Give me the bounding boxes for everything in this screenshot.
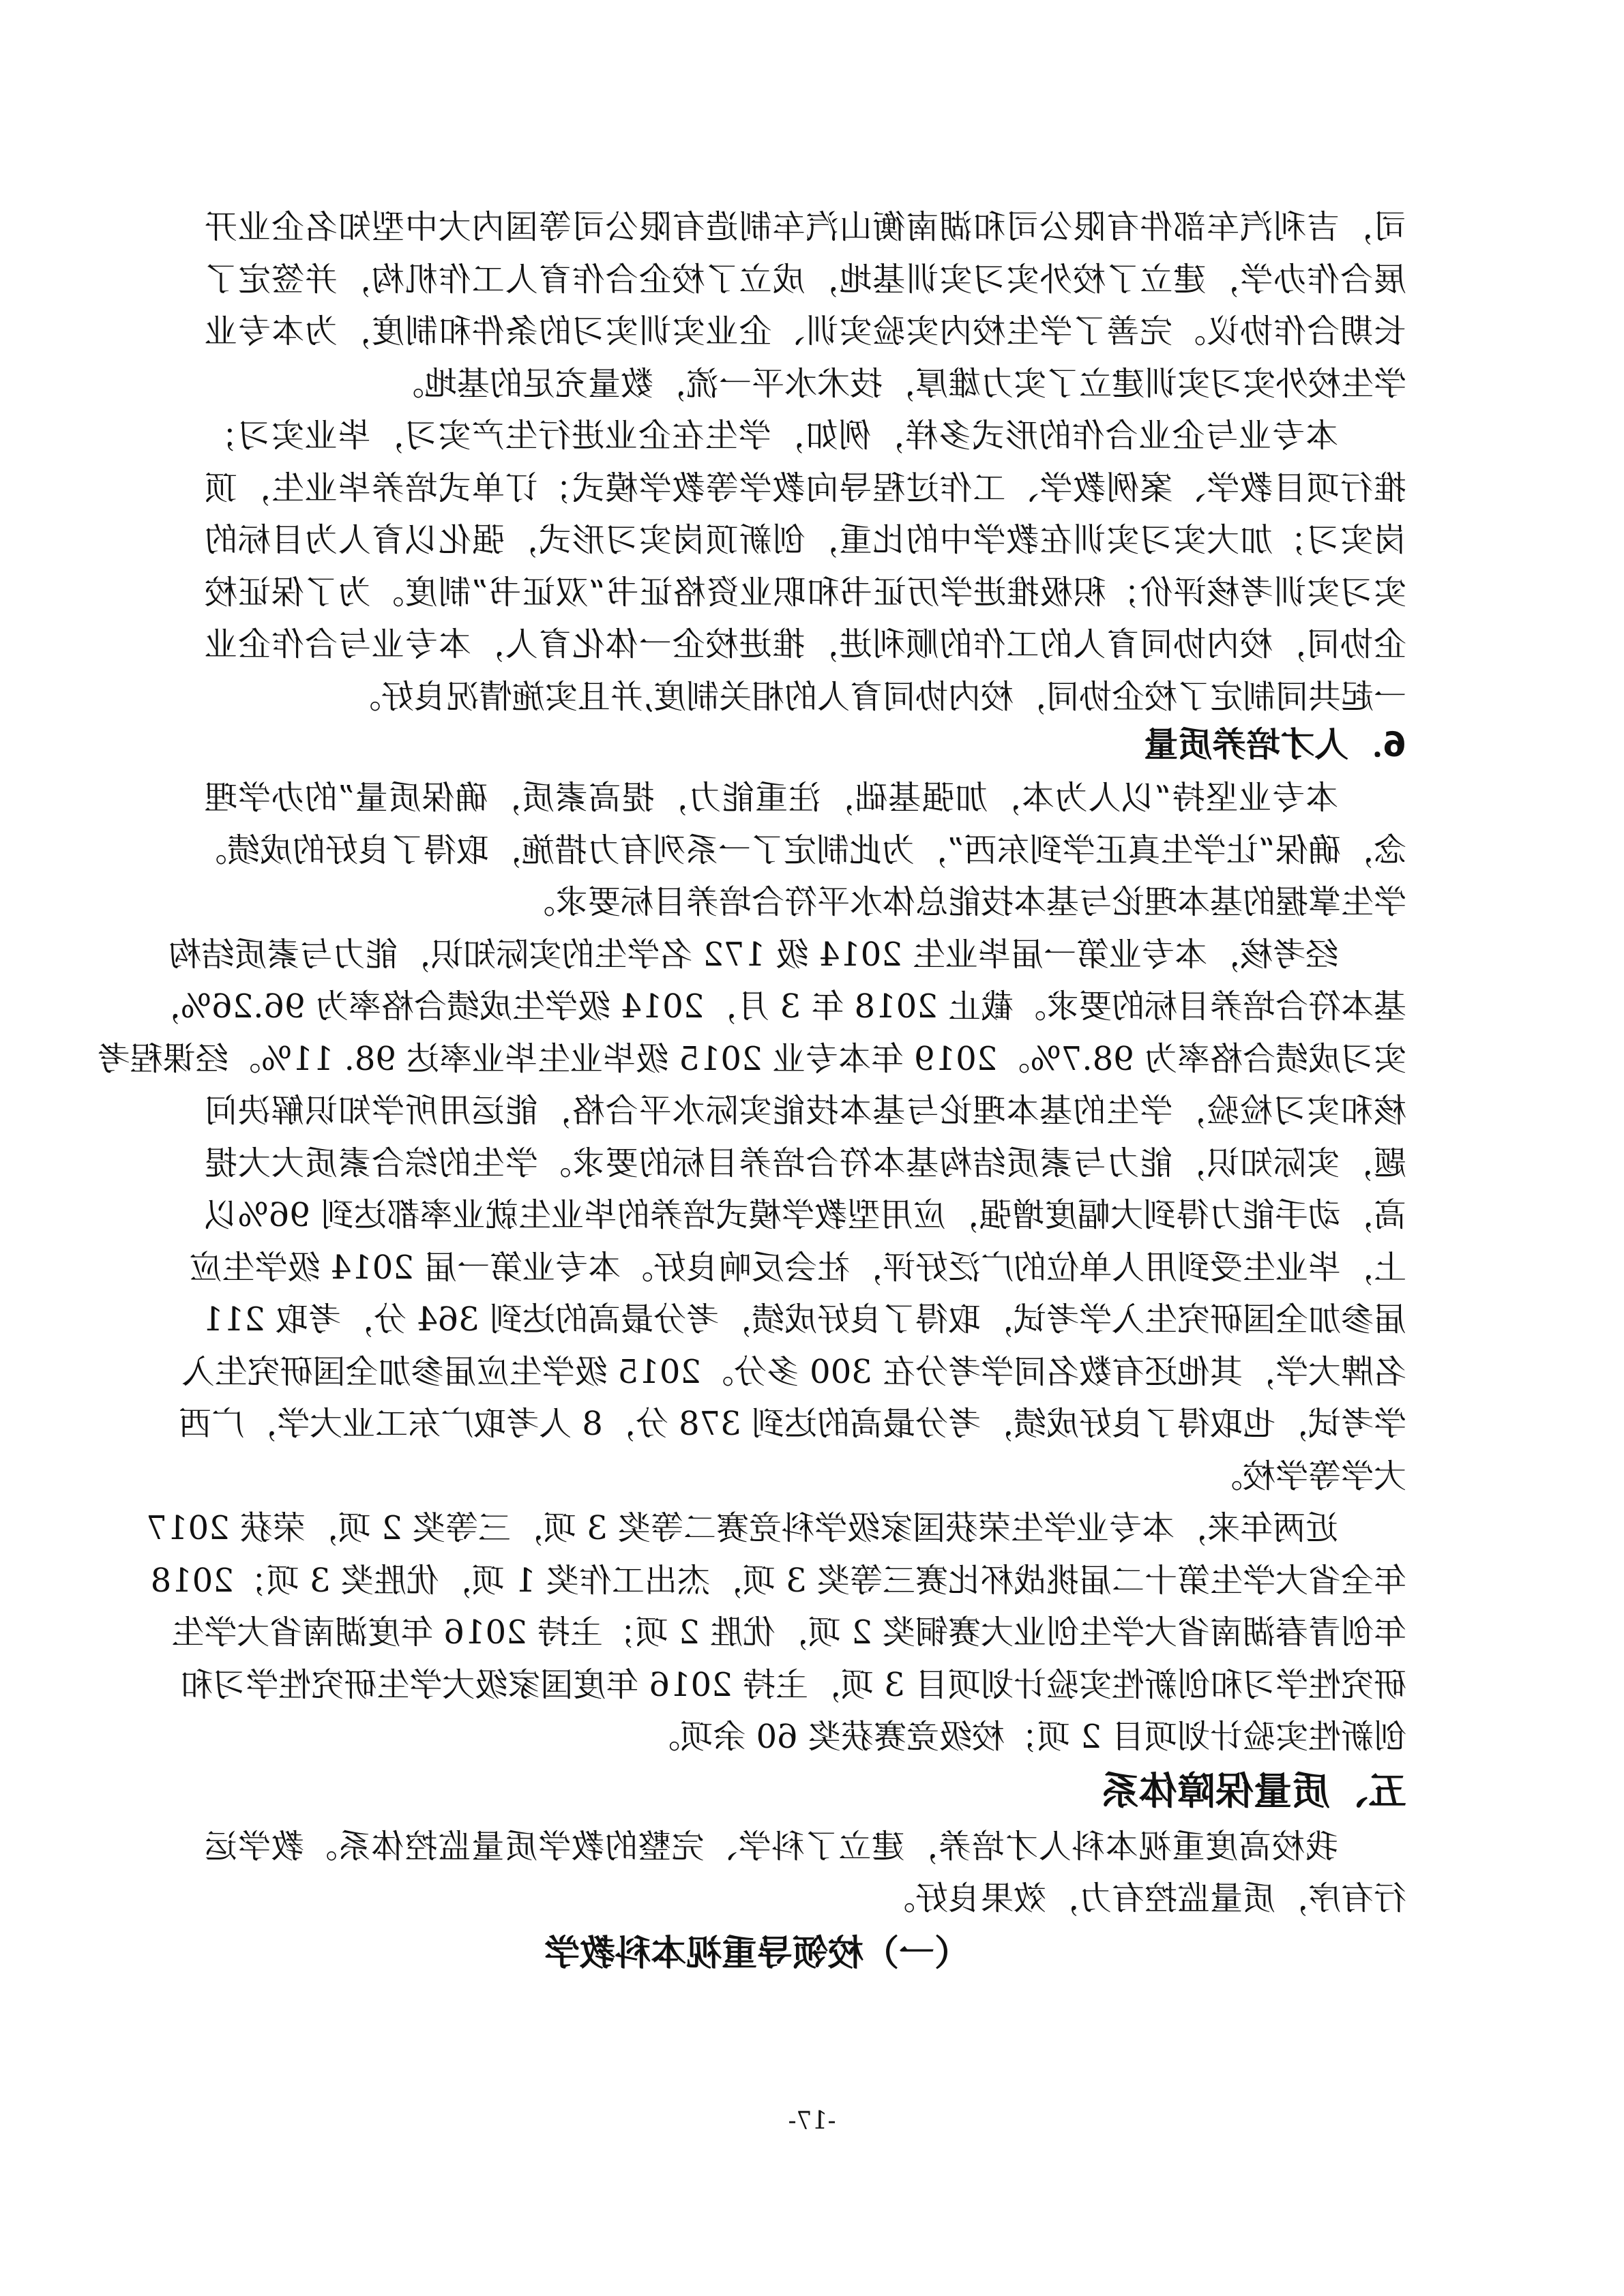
text-line: 核和实习检验，学生的基本理论与基本技能实际水平合格，能运用所学知识解决问 xyxy=(205,1092,1406,1130)
text-line: 届参加全国研究生入学考试，取得了良好成绩，考分最高的达到 364 分，考取 211 xyxy=(202,1300,1406,1339)
text-line: 推行项目教学、案例教学、工作过程导向教学等教学模式；订单式培养毕业生，顶 xyxy=(205,468,1406,507)
text-line: 一起共同制定了校企协同，校内协同育人的相关制度,并且实施情况良好。 xyxy=(348,677,1406,716)
line-text: 吉利汽车部件有限公司和湖南衡山汽车制造有限公司等国内大中型知名企业开 xyxy=(205,208,1340,246)
text-line: 学考试，也取得了良好成绩，考分最高的达到 378 分，8 人考取广东工业大学，广西 xyxy=(179,1405,1406,1443)
section-heading: 6．人才培养质量 xyxy=(1144,725,1406,764)
text-line: 高，动手能力得到大幅度增强，应用型教学模式培养的毕业生就业率都达到 96%以 xyxy=(205,1196,1406,1234)
text-line: 企协同，校内协同育人的工作的顺利进，推进校企一体化育人，本专业与合作企业 xyxy=(205,625,1406,664)
text-line: 年全省大学生第十二届挑战杯比赛三等奖 3 项，杰出工作奖 1 项，优胜奖 3 项；2018 xyxy=(150,1561,1406,1600)
text-line: 创新性实验计划项目 2 项；校级竞赛获奖 60 余项。 xyxy=(647,1718,1406,1756)
text-line: 年创青春湖南省大学生创业大赛铜奖 2 项，优胜 2 项；主持 2016 年度湖南省大学生 xyxy=(171,1613,1406,1652)
text-line: 学生校外实习实训建立了实力雄厚，技术水平一流，数量充足的基地。 xyxy=(391,364,1406,403)
text-line: 本专业与企业合作的形式多样，例如，学生在企业进行生产实习，毕业实习； xyxy=(205,417,1338,455)
chapter-heading: 五、质量保障体系 xyxy=(1101,1769,1406,1814)
subsection-heading: （一）校领导重视本科教学 xyxy=(544,1933,970,1974)
text-line: 岗实习；加大实习实训在教学中的比重，创新顶岗实习形式，强化以育人为目标的 xyxy=(205,521,1406,559)
text-line: 研究性学习和创新性实验计划项目 3 项，主持 2016 年度国家级大学生研究性学习和 xyxy=(180,1665,1406,1704)
text-line: 展合作办学，建立了校外实习实训基地，成立了校企合作育人工作机构，并签定了 xyxy=(205,260,1406,299)
text-line xyxy=(205,201,1406,254)
text-line: 我校高度重视本科人才培养，建立了科学、完整的教学质量监控体系。教学运 xyxy=(205,1827,1338,1866)
text-line: 学生掌握的基本理论与基本技能总体水平符合培养目标要求。 xyxy=(522,883,1406,921)
text-line: 上，毕业生受到用人单位的广泛好评，社会反响良好。本专业第一届 2014 级学生应 xyxy=(189,1248,1406,1287)
text-line: 本专业坚持“以人为本，加强基础，注重能力，提高素质，确保质量”的办学理 xyxy=(205,779,1338,817)
line-lead: 司， xyxy=(1340,208,1406,246)
text-line: 题，实际知识，能力与素质结构基本符合培养目标的要求。学生的综合素质大大提 xyxy=(205,1144,1406,1182)
text-line: 长期合作协议。完善了学生校内实验实训、企业实训实习的条件和制度，为本专业 xyxy=(205,312,1406,351)
text-line: 经考核，本专业第一届毕业生 2014 级 172 名学生的实际知识，能力与素质结构 xyxy=(168,935,1338,974)
text-line: 基本符合培养目标的要求。截止 2018 年 3 月，2014 级学生成绩合格率为 96.26%， xyxy=(147,987,1406,1026)
page-content xyxy=(97,201,1406,1982)
text-line: 行有序，质量监控有力，效果良好。 xyxy=(882,1879,1406,1918)
text-line: 念，确保“让学生真正学到东西”，为此制定了一系列有力措施，取得了良好的成绩。 xyxy=(194,831,1406,869)
text-line: 大学等学校。 xyxy=(1209,1457,1406,1495)
text-line: 近两年来，本专业学生荣获国家级学科竞赛二等奖 3 项，三等奖 2 项，荣获 2017 xyxy=(146,1509,1338,1547)
text-line: 名牌大学，其他还有数名同学考分在 300 多分。2015 级学生应届参加全国研究生入 xyxy=(181,1352,1406,1391)
page-number: -17- xyxy=(788,2107,836,2135)
text-line: 实习成绩合格率为 98.7%。2019 年本专业 2015 级毕业生毕业率达 98. 11%。经课程考 xyxy=(97,1039,1406,1078)
text-line: 实习实训考核评价；积极推进学历证书和职业资格证书“双证书”制度。为了保证校 xyxy=(205,573,1406,612)
